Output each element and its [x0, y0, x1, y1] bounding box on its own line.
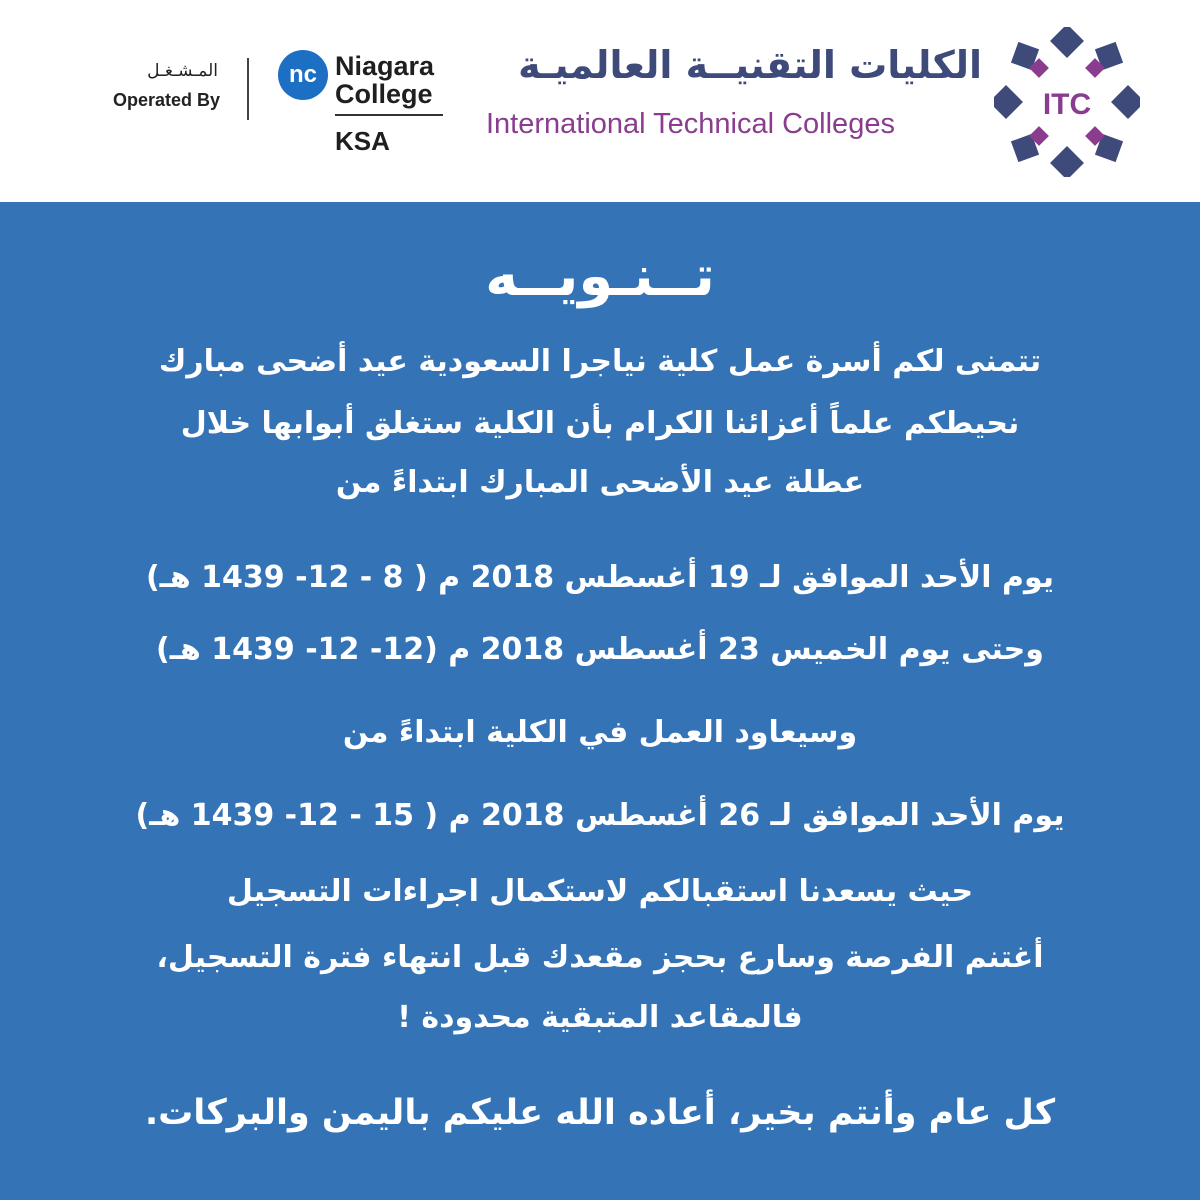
operator-arabic: المـشـغـل: [147, 61, 218, 81]
notice-title: تــنـويــه: [485, 244, 715, 309]
niagara-college-name: [335, 52, 447, 108]
nc-ksa: KSA: [335, 126, 390, 156]
nc-underline: [335, 114, 443, 116]
header-divider: [247, 58, 249, 120]
notice-line-2: نحيطكم علماً أعزائنا الكرام بأن الكلية ستغلق أبوابها خلال: [180, 406, 1020, 441]
notice-line-10: فالمقاعد المتبقية محدودة !: [397, 1000, 803, 1035]
notice-line-6: وسيعاود العمل في الكلية ابتداءً من: [342, 715, 858, 750]
notice-closing: كل عام وأنتم بخير، أعاده الله عليكم باليمن والبركات.: [144, 1093, 1056, 1133]
itc-english-name: International Technical Colleges: [486, 108, 895, 140]
nc-name-line1: Niagara: [335, 51, 435, 81]
notice-line-5: وحتى يوم الخميس 23 أغسطس 2018 م (12- 12- 1439 هـ): [156, 632, 1044, 667]
notice-line-4: يوم الأحد الموافق لـ 19 أغسطس 2018 م ( 8 - 12- 1439 هـ): [145, 560, 1055, 595]
header: [0, 0, 1200, 202]
nc-name-line2: College: [335, 79, 433, 109]
itc-logo-text: ITC: [1042, 88, 1092, 121]
itc-logo: [994, 27, 1140, 177]
itc-arabic-name: الكليات التقنيــة العالميـة: [518, 43, 982, 87]
notice-line-1: تتمنى لكم أسرة عمل كلية نياجرا السعودية عيد أضحى مبارك: [158, 344, 1042, 379]
operator-english: Operated By: [112, 90, 220, 110]
notice-line-9: أغتنم الفرصة وسارع بحجز مقعدك قبل انتهاء فترة التسجيل،: [156, 940, 1044, 975]
nc-logo-icon: nc: [278, 50, 328, 100]
notice-line-3: عطلة عيد الأضحى المبارك ابتداءً من: [335, 465, 865, 500]
notice-line-7: يوم الأحد الموافق لـ 26 أغسطس 2018 م ( 15 - 12- 1439 هـ): [135, 798, 1065, 833]
notice-panel: [0, 202, 1200, 1200]
notice-line-8: حيث يسعدنا استقبالكم لاستكمال اجراءات التسجيل: [226, 874, 974, 909]
